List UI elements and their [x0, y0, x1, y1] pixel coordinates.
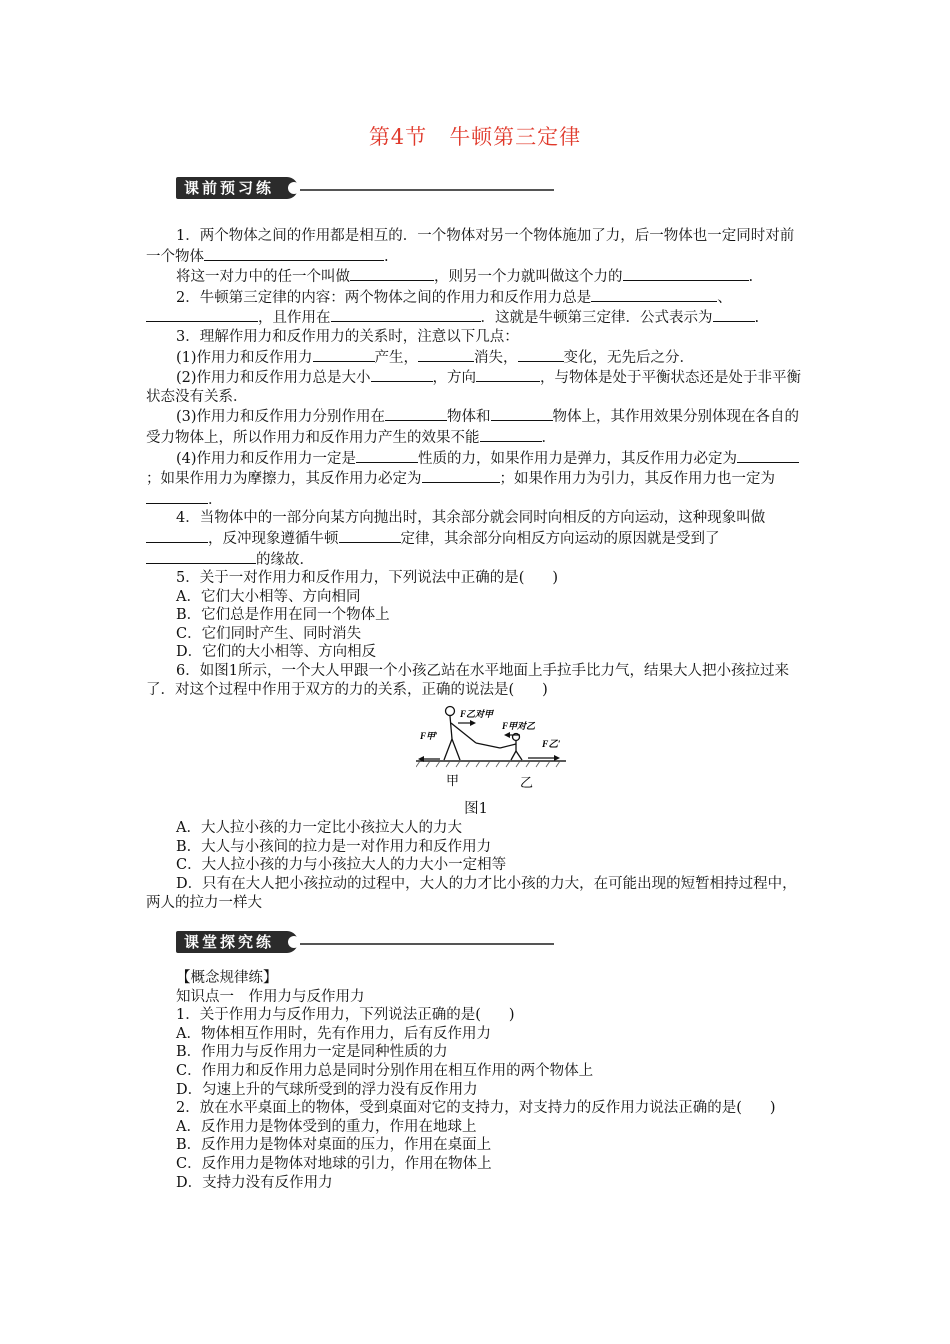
answer-blank[interactable]: [491, 406, 553, 421]
preview-q3-2: (2)作用力和反作用力总是大小 ，方向 ，与物体是处于平衡状态还是处于非平衡状态没有关系．: [146, 367, 806, 406]
figure-caption: 图1: [464, 801, 488, 818]
preview-q2: 2．牛顿第三定律的内容：两个物体之间的作用力和反作用力总是 、，且作用在 ．这就是牛顿第三定律．公式表示为 .: [146, 287, 806, 328]
answer-blank[interactable]: [350, 266, 434, 281]
option: B．大人与小孩间的拉力是一对作用力和反作用力: [176, 838, 492, 855]
label-f-yi-prime: F乙′: [542, 740, 561, 751]
answer-blank[interactable]: [339, 528, 401, 543]
answer-blank[interactable]: [385, 406, 447, 421]
classroom-q1-stem: 1．关于作用力与反作用力，下列说法正确的是( ): [176, 1007, 515, 1024]
force-arrow-on-adult: [458, 720, 476, 726]
option: A．大人拉小孩的力一定比小孩拉大人的力大: [176, 820, 462, 837]
answer-blank[interactable]: [146, 489, 208, 504]
section-header-classroom: [176, 931, 556, 953]
option: C．作用力和反作用力总是同时分别作用在相互作用的两个物体上: [176, 1062, 594, 1079]
section-rule: [300, 189, 554, 191]
knowledge-point: 知识点一 作用力与反作用力: [176, 988, 365, 1005]
preview-q3-3: (3)作用力和反作用力分别作用在 物体和 物体上，其作用效果分别体现在各自的受力物体上，所以作用力和反作用力产生的效果不能 ．: [146, 406, 806, 447]
label-f-yi-on-jia: F乙对甲: [460, 709, 494, 720]
option: C．它们同时产生、同时消失: [176, 625, 362, 642]
bullet-dot-icon: [288, 182, 300, 194]
ground-hatch: [416, 761, 560, 767]
section-number: 第4节: [368, 125, 428, 149]
answer-blank[interactable]: [146, 549, 256, 564]
preview-q3-1: (1)作用力和反作用力 产生， 消失， 变化，无先后之分．: [146, 347, 806, 368]
preview-q3-intro: 3．理解作用力和反作用力的关系时，注意以下几点：: [176, 328, 519, 345]
subhead: 【概念规律练】: [176, 970, 278, 986]
answer-blank[interactable]: [422, 468, 500, 483]
label-person-a: 甲: [446, 774, 460, 790]
option: C．反作用力是物体对地球的引力，作用在物体上: [176, 1155, 492, 1172]
preview-content: [146, 227, 806, 912]
preview-q1-b: 将这一对力中的任一个叫做 ，则另一个力就叫做这个力的 .: [146, 266, 806, 287]
section-header-preview: [176, 177, 556, 199]
answer-blank[interactable]: [356, 448, 418, 463]
classroom-content: [146, 969, 806, 1192]
option: B．它们总是作用在同一个物体上: [176, 607, 390, 624]
hands-line: [476, 743, 500, 748]
option: D．匀速上升的气球所受到的浮力没有反作用力: [176, 1081, 478, 1098]
option: D．它们的大小相等、方向相反: [176, 644, 377, 661]
answer-blank[interactable]: [331, 307, 481, 322]
figure-1: [146, 701, 806, 819]
option: A．反作用力是物体受到的重力，作用在地球上: [176, 1118, 477, 1135]
classroom-q2-stem: 2．放在水平桌面上的物体，受到桌面对它的支持力，对支持力的反作用力说法正确的是( ): [176, 1100, 776, 1117]
option: B．反作用力是物体对桌面的压力，作用在桌面上: [176, 1137, 492, 1154]
label-f-jia-prime: F甲′: [420, 731, 438, 742]
bullet-dot-icon: [288, 936, 300, 948]
preview-q3-4: (4)作用力和反作用力一定是 性质的力，如果作用力是弹力，其反作用力必定为；如果作用力为摩擦力，其反作用力必定为 ；如果作用力为引力，其反作用力也一定为．: [146, 448, 806, 510]
answer-blank[interactable]: [476, 367, 540, 382]
answer-blank[interactable]: [518, 347, 564, 362]
page-title: [0, 121, 950, 151]
option: D．支持力没有反作用力: [176, 1174, 333, 1191]
preview-q4: 4．当物体中的一部分向某方向抛出时，其余部分就会同时向相反的方向运动，这种现象叫做，反冲现象遵循牛顿 定律，其余部分向相反方向运动的原因就是受到了的缘故．: [146, 509, 806, 569]
section-rule: [300, 943, 554, 945]
answer-blank[interactable]: [713, 307, 755, 322]
section-tag: 课前预习练: [176, 177, 298, 199]
answer-blank[interactable]: [313, 347, 375, 362]
answer-blank[interactable]: [146, 528, 208, 543]
answer-blank[interactable]: [623, 266, 749, 281]
option: C．大人拉小孩的力与小孩拉大人的力大小一定相等: [176, 857, 507, 874]
label-f-jia-on-yi: F甲对乙: [502, 721, 536, 732]
label-person-b: 乙: [520, 776, 534, 792]
preview-q6-stem: 6．如图1所示，一个大人甲跟一个小孩乙站在水平地面上手拉手比力气，结果大人把小孩拉过来了．对这个过程中作用于双方的力的关系，正确的说法是( ): [146, 663, 789, 698]
section-tag: 课堂探究练: [176, 931, 298, 953]
answer-blank[interactable]: [591, 287, 717, 302]
answer-blank[interactable]: [371, 367, 433, 382]
child-figure: [500, 734, 522, 761]
answer-blank[interactable]: [418, 347, 474, 362]
option: A．物体相互作用时，先有作用力，后有反作用力: [176, 1025, 491, 1042]
answer-blank[interactable]: [480, 427, 542, 442]
option: A．它们大小相等、方向相同: [176, 588, 361, 605]
lesson-title: 牛顿第三定律: [449, 125, 582, 149]
ground-force-child: [528, 755, 560, 761]
tug-of-war-diagram: [416, 701, 566, 799]
answer-blank[interactable]: [737, 448, 799, 463]
preview-q1: 1．两个物体之间的作用都是相互的．一个物体对另一个物体施加了力，后一物体也一定同时对前一个物体 .: [146, 228, 795, 265]
option: B．作用力与反作用力一定是同种性质的力: [176, 1044, 448, 1061]
answer-blank[interactable]: [204, 246, 384, 261]
answer-blank[interactable]: [146, 307, 258, 322]
option: D．只有在大人把小孩拉动的过程中，大人的力才比小孩的力大，在可能出现的短暂相持过程中，两人的拉力一样大: [146, 876, 797, 911]
preview-q5-stem: 5．关于一对作用力和反作用力，下列说法中正确的是( ): [176, 570, 559, 587]
